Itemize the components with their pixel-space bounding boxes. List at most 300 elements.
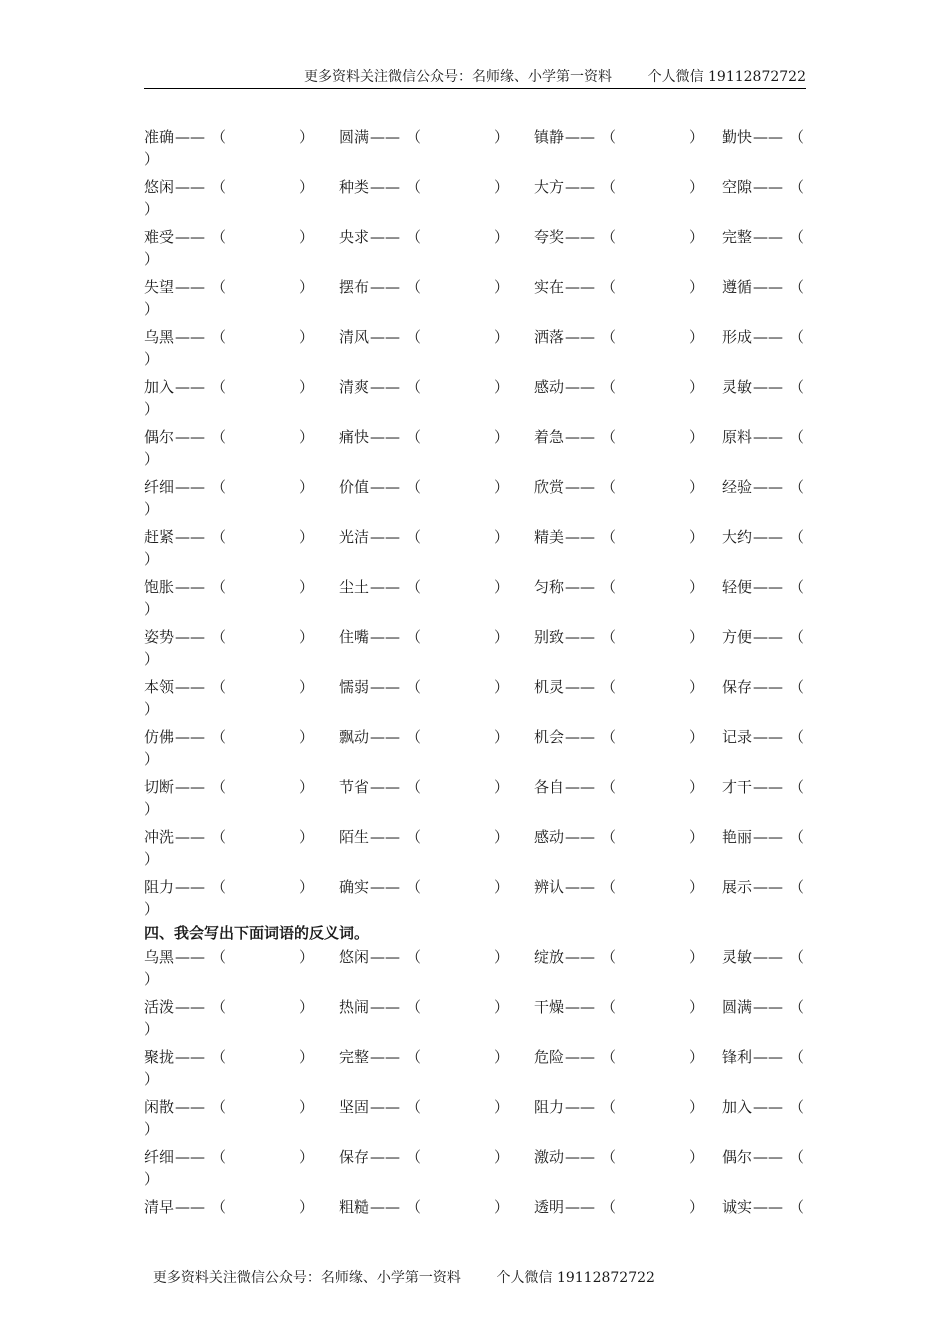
answer-blank-open: （ — [211, 948, 227, 966]
answer-blank-open: （ — [789, 728, 805, 746]
word-item — [534, 526, 705, 548]
answer-blank-close: ） — [689, 1098, 705, 1116]
dash-separator: —— — [753, 478, 784, 496]
answer-blank-open: （ — [789, 1098, 805, 1116]
answer-blank-open: （ — [601, 578, 617, 596]
word-item — [534, 776, 705, 798]
word-label: 纤细 — [144, 1148, 175, 1166]
answer-blank-open: （ — [211, 128, 227, 146]
word-item — [534, 996, 705, 1018]
word-label: 切断 — [144, 778, 175, 796]
word-item — [534, 1046, 705, 1068]
word-item — [144, 726, 315, 748]
dash-separator: —— — [565, 678, 596, 696]
word-item — [144, 426, 315, 448]
word-label: 保存 — [722, 678, 753, 696]
answer-blank-open: （ — [406, 1098, 422, 1116]
synonym-row — [144, 776, 814, 826]
word-label: 乌黑 — [144, 328, 175, 346]
word-item — [339, 776, 510, 798]
word-label: 失望 — [144, 278, 175, 296]
word-label: 艳丽 — [722, 828, 753, 846]
synonym-row — [144, 276, 814, 326]
answer-blank-close: ） — [689, 1148, 705, 1166]
dash-separator: —— — [175, 278, 206, 296]
word-item — [534, 1096, 705, 1118]
answer-blank-open: （ — [601, 528, 617, 546]
dash-separator: —— — [565, 178, 596, 196]
answer-blank-open: （ — [406, 378, 422, 396]
answer-blank-open: （ — [211, 878, 227, 896]
dash-separator: —— — [175, 1098, 206, 1116]
synonym-row — [144, 326, 814, 376]
answer-blank-close: ） — [299, 778, 315, 796]
answer-blank-open: （ — [601, 998, 617, 1016]
answer-blank-open: （ — [601, 228, 617, 246]
dash-separator: —— — [753, 778, 784, 796]
word-label: 绽放 — [534, 948, 565, 966]
word-label: 完整 — [339, 1048, 370, 1066]
word-label: 节省 — [339, 778, 370, 796]
answer-blank-close: ） — [494, 1048, 510, 1066]
answer-blank-open: （ — [601, 378, 617, 396]
answer-blank-open: （ — [406, 428, 422, 446]
answer-blank-close: ） — [689, 1198, 705, 1216]
dash-separator: —— — [565, 578, 596, 596]
answer-blank-open: （ — [789, 578, 805, 596]
answer-blank-open: （ — [601, 948, 617, 966]
dash-separator: —— — [175, 228, 206, 246]
word-label: 飘动 — [339, 728, 370, 746]
answer-blank-open: （ — [406, 478, 422, 496]
answer-blank-close-wrapped: ） — [144, 850, 160, 868]
word-label: 着急 — [534, 428, 565, 446]
answer-blank-open: （ — [789, 878, 805, 896]
word-item — [534, 626, 705, 648]
word-label: 圆满 — [339, 128, 370, 146]
answer-blank-close: ） — [299, 1198, 315, 1216]
dash-separator: —— — [175, 828, 206, 846]
answer-blank-open: （ — [406, 528, 422, 546]
answer-blank-close-wrapped: ） — [144, 750, 160, 768]
dash-separator: —— — [370, 478, 401, 496]
answer-blank-close: ） — [689, 328, 705, 346]
dash-separator: —— — [175, 1148, 206, 1166]
answer-blank-close: ） — [299, 128, 315, 146]
word-item — [144, 1046, 315, 1068]
answer-blank-close-wrapped: ） — [144, 500, 160, 518]
word-item — [144, 876, 315, 898]
answer-blank-close: ） — [494, 578, 510, 596]
word-label: 种类 — [339, 178, 370, 196]
word-item — [144, 826, 315, 848]
word-item — [144, 996, 315, 1018]
answer-blank-close-wrapped: ） — [144, 1070, 160, 1088]
answer-blank-close-wrapped: ） — [144, 650, 160, 668]
dash-separator: —— — [753, 828, 784, 846]
word-item — [144, 526, 315, 548]
dash-separator: —— — [753, 378, 784, 396]
word-item — [722, 1096, 804, 1118]
answer-blank-open: （ — [211, 1198, 227, 1216]
dash-separator: —— — [565, 1098, 596, 1116]
worksheet-content — [144, 126, 814, 1246]
answer-blank-open: （ — [211, 828, 227, 846]
dash-separator: —— — [370, 528, 401, 546]
answer-blank-open: （ — [789, 478, 805, 496]
answer-blank-close: ） — [299, 628, 315, 646]
dash-separator: —— — [753, 228, 784, 246]
synonym-row — [144, 676, 814, 726]
answer-blank-open: （ — [601, 728, 617, 746]
answer-blank-open: （ — [406, 178, 422, 196]
word-label: 遵循 — [722, 278, 753, 296]
section-4-title: 四、我会写出下面词语的反义词。 — [144, 924, 370, 942]
answer-blank-close-wrapped: ） — [144, 600, 160, 618]
word-item — [144, 176, 315, 198]
word-item — [339, 576, 510, 598]
word-label: 饱胀 — [144, 578, 175, 596]
word-label: 完整 — [722, 228, 753, 246]
answer-blank-open: （ — [211, 778, 227, 796]
answer-blank-open: （ — [406, 878, 422, 896]
dash-separator: —— — [565, 1198, 596, 1216]
answer-blank-open: （ — [601, 478, 617, 496]
answer-blank-close: ） — [299, 948, 315, 966]
dash-separator: —— — [565, 1148, 596, 1166]
answer-blank-close: ） — [299, 328, 315, 346]
answer-blank-close-wrapped: ） — [144, 700, 160, 718]
answer-blank-close: ） — [494, 528, 510, 546]
answer-blank-open: （ — [789, 228, 805, 246]
answer-blank-close: ） — [689, 278, 705, 296]
word-item — [339, 676, 510, 698]
answer-blank-open: （ — [789, 678, 805, 696]
word-label: 机灵 — [534, 678, 565, 696]
answer-blank-open: （ — [406, 228, 422, 246]
word-item — [339, 1146, 510, 1168]
word-label: 匀称 — [534, 578, 565, 596]
dash-separator: —— — [175, 528, 206, 546]
answer-blank-open: （ — [406, 628, 422, 646]
answer-blank-close: ） — [299, 1048, 315, 1066]
dash-separator: —— — [370, 428, 401, 446]
dash-separator: —— — [753, 1048, 784, 1066]
word-label: 别致 — [534, 628, 565, 646]
answer-blank-close: ） — [494, 378, 510, 396]
word-item — [722, 126, 804, 148]
word-item — [534, 876, 705, 898]
word-item — [144, 1196, 315, 1218]
word-item — [339, 626, 510, 648]
header-text: 更多资料关注微信公众号：名师缘、小学第一资料 个人微信 19112872722 — [303, 69, 806, 85]
word-label: 欣赏 — [534, 478, 565, 496]
dash-separator: —— — [175, 778, 206, 796]
word-label: 悠闲 — [144, 178, 175, 196]
answer-blank-close: ） — [689, 228, 705, 246]
answer-blank-close: ） — [689, 528, 705, 546]
word-label: 激动 — [534, 1148, 565, 1166]
answer-blank-close: ） — [299, 278, 315, 296]
answer-blank-open: （ — [601, 128, 617, 146]
word-item — [144, 276, 315, 298]
answer-blank-open: （ — [601, 828, 617, 846]
dash-separator: —— — [753, 578, 784, 596]
answer-blank-close-wrapped: ） — [144, 250, 160, 268]
word-item — [144, 1146, 315, 1168]
answer-blank-open: （ — [406, 828, 422, 846]
word-item — [534, 126, 705, 148]
word-item — [144, 576, 315, 598]
answer-blank-open: （ — [789, 528, 805, 546]
dash-separator: —— — [175, 998, 206, 1016]
answer-blank-close: ） — [299, 478, 315, 496]
word-item — [722, 326, 804, 348]
dash-separator: —— — [370, 998, 401, 1016]
dash-separator: —— — [753, 328, 784, 346]
answer-blank-open: （ — [789, 1048, 805, 1066]
dash-separator: —— — [753, 528, 784, 546]
answer-blank-open: （ — [406, 678, 422, 696]
antonym-exercise — [144, 946, 814, 1246]
word-label: 仿佛 — [144, 728, 175, 746]
answer-blank-close: ） — [299, 878, 315, 896]
dash-separator: —— — [565, 998, 596, 1016]
dash-separator: —— — [565, 228, 596, 246]
answer-blank-open: （ — [211, 428, 227, 446]
word-item — [722, 676, 804, 698]
synonym-row — [144, 626, 814, 676]
dash-separator: —— — [370, 828, 401, 846]
word-item — [339, 996, 510, 1018]
answer-blank-close-wrapped: ） — [144, 150, 160, 168]
word-item — [722, 376, 804, 398]
word-item — [722, 226, 804, 248]
word-label: 陌生 — [339, 828, 370, 846]
answer-blank-open: （ — [789, 828, 805, 846]
answer-blank-open: （ — [211, 178, 227, 196]
answer-blank-open: （ — [211, 378, 227, 396]
word-item — [534, 676, 705, 698]
answer-blank-close: ） — [299, 178, 315, 196]
answer-blank-close: ） — [494, 678, 510, 696]
answer-blank-close: ） — [494, 328, 510, 346]
dash-separator: —— — [753, 878, 784, 896]
word-label: 大约 — [722, 528, 753, 546]
answer-blank-open: （ — [789, 998, 805, 1016]
word-label: 精美 — [534, 528, 565, 546]
dash-separator: —— — [753, 948, 784, 966]
word-item — [339, 326, 510, 348]
word-item — [722, 1146, 804, 1168]
word-item — [534, 826, 705, 848]
answer-blank-open: （ — [211, 1148, 227, 1166]
answer-blank-close: ） — [494, 1148, 510, 1166]
synonym-row — [144, 126, 814, 176]
word-item — [144, 126, 315, 148]
word-item — [534, 226, 705, 248]
dash-separator: —— — [565, 778, 596, 796]
answer-blank-open: （ — [211, 328, 227, 346]
dash-separator: —— — [753, 998, 784, 1016]
answer-blank-close: ） — [494, 778, 510, 796]
word-item — [339, 946, 510, 968]
synonym-row — [144, 726, 814, 776]
word-item — [722, 476, 804, 498]
word-item — [339, 376, 510, 398]
dash-separator: —— — [565, 878, 596, 896]
word-item — [339, 876, 510, 898]
word-label: 感动 — [534, 828, 565, 846]
dash-separator: —— — [175, 878, 206, 896]
dash-separator: —— — [753, 678, 784, 696]
dash-separator: —— — [175, 948, 206, 966]
dash-separator: —— — [565, 478, 596, 496]
dash-separator: —— — [370, 1098, 401, 1116]
word-item — [722, 876, 804, 898]
word-label: 方便 — [722, 628, 753, 646]
dash-separator: —— — [565, 728, 596, 746]
antonym-row — [144, 1196, 814, 1246]
word-label: 闲散 — [144, 1098, 175, 1116]
word-label: 清爽 — [339, 378, 370, 396]
dash-separator: —— — [175, 328, 206, 346]
answer-blank-close-wrapped: ） — [144, 900, 160, 918]
word-label: 干燥 — [534, 998, 565, 1016]
word-item — [534, 426, 705, 448]
word-label: 难受 — [144, 228, 175, 246]
answer-blank-open: （ — [211, 528, 227, 546]
word-item — [722, 776, 804, 798]
dash-separator: —— — [565, 828, 596, 846]
answer-blank-close-wrapped: ） — [144, 970, 160, 988]
dash-separator: —— — [753, 428, 784, 446]
word-label: 价值 — [339, 478, 370, 496]
dash-separator: —— — [565, 428, 596, 446]
footer-text: 更多资料关注微信公众号：名师缘、小学第一资料 个人微信 19112872722 — [152, 1270, 655, 1286]
answer-blank-close: ） — [494, 278, 510, 296]
answer-blank-open: （ — [211, 578, 227, 596]
answer-blank-close-wrapped: ） — [144, 1020, 160, 1038]
word-label: 机会 — [534, 728, 565, 746]
word-label: 保存 — [339, 1148, 370, 1166]
word-label: 本领 — [144, 678, 175, 696]
answer-blank-close: ） — [494, 478, 510, 496]
word-item — [534, 376, 705, 398]
answer-blank-close: ） — [299, 378, 315, 396]
word-label: 夸奖 — [534, 228, 565, 246]
dash-separator: —— — [753, 178, 784, 196]
word-label: 赶紧 — [144, 528, 175, 546]
word-label: 灵敏 — [722, 948, 753, 966]
answer-blank-close: ） — [494, 178, 510, 196]
dash-separator: —— — [370, 948, 401, 966]
dash-separator: —— — [175, 728, 206, 746]
answer-blank-close: ） — [689, 948, 705, 966]
answer-blank-open: （ — [789, 178, 805, 196]
answer-blank-close-wrapped: ） — [144, 1170, 160, 1188]
word-item — [722, 276, 804, 298]
word-label: 清风 — [339, 328, 370, 346]
dash-separator: —— — [565, 528, 596, 546]
dash-separator: —— — [175, 1048, 206, 1066]
answer-blank-open: （ — [406, 328, 422, 346]
word-item — [144, 676, 315, 698]
dash-separator: —— — [370, 1148, 401, 1166]
word-label: 危险 — [534, 1048, 565, 1066]
answer-blank-close-wrapped: ） — [144, 1120, 160, 1138]
word-label: 灵敏 — [722, 378, 753, 396]
word-label: 阻力 — [144, 878, 175, 896]
answer-blank-open: （ — [601, 778, 617, 796]
word-item — [722, 996, 804, 1018]
word-item — [722, 426, 804, 448]
word-label: 镇静 — [534, 128, 565, 146]
synonym-row — [144, 176, 814, 226]
word-item — [534, 1146, 705, 1168]
answer-blank-close: ） — [299, 228, 315, 246]
answer-blank-open: （ — [601, 178, 617, 196]
word-label: 原料 — [722, 428, 753, 446]
answer-blank-close: ） — [494, 828, 510, 846]
answer-blank-close: ） — [299, 1148, 315, 1166]
word-label: 勤快 — [722, 128, 753, 146]
dash-separator: —— — [753, 628, 784, 646]
answer-blank-open: （ — [789, 778, 805, 796]
antonym-row — [144, 1046, 814, 1096]
answer-blank-open: （ — [211, 998, 227, 1016]
answer-blank-open: （ — [406, 278, 422, 296]
answer-blank-open: （ — [211, 278, 227, 296]
answer-blank-open: （ — [406, 728, 422, 746]
word-item — [339, 226, 510, 248]
word-label: 悠闲 — [339, 948, 370, 966]
word-item — [339, 726, 510, 748]
word-label: 空隙 — [722, 178, 753, 196]
word-label: 确实 — [339, 878, 370, 896]
word-label: 央求 — [339, 228, 370, 246]
answer-blank-close: ） — [689, 678, 705, 696]
synonym-row — [144, 826, 814, 876]
dash-separator: —— — [753, 128, 784, 146]
word-item — [722, 1046, 804, 1068]
word-label: 轻便 — [722, 578, 753, 596]
dash-separator: —— — [175, 478, 206, 496]
word-label: 阻力 — [534, 1098, 565, 1116]
word-item — [534, 276, 705, 298]
synonym-row — [144, 226, 814, 276]
synonym-row — [144, 526, 814, 576]
answer-blank-close: ） — [494, 948, 510, 966]
answer-blank-open: （ — [601, 678, 617, 696]
word-item — [339, 1196, 510, 1218]
word-item — [144, 376, 315, 398]
word-label: 光洁 — [339, 528, 370, 546]
word-label: 诚实 — [722, 1198, 753, 1216]
dash-separator: —— — [753, 1148, 784, 1166]
answer-blank-close-wrapped: ） — [144, 800, 160, 818]
word-item — [534, 576, 705, 598]
word-label: 洒落 — [534, 328, 565, 346]
word-item — [144, 476, 315, 498]
word-label: 准确 — [144, 128, 175, 146]
answer-blank-open: （ — [789, 628, 805, 646]
answer-blank-close: ） — [494, 228, 510, 246]
synonym-row — [144, 476, 814, 526]
dash-separator: —— — [370, 178, 401, 196]
answer-blank-close: ） — [494, 128, 510, 146]
answer-blank-open: （ — [406, 778, 422, 796]
